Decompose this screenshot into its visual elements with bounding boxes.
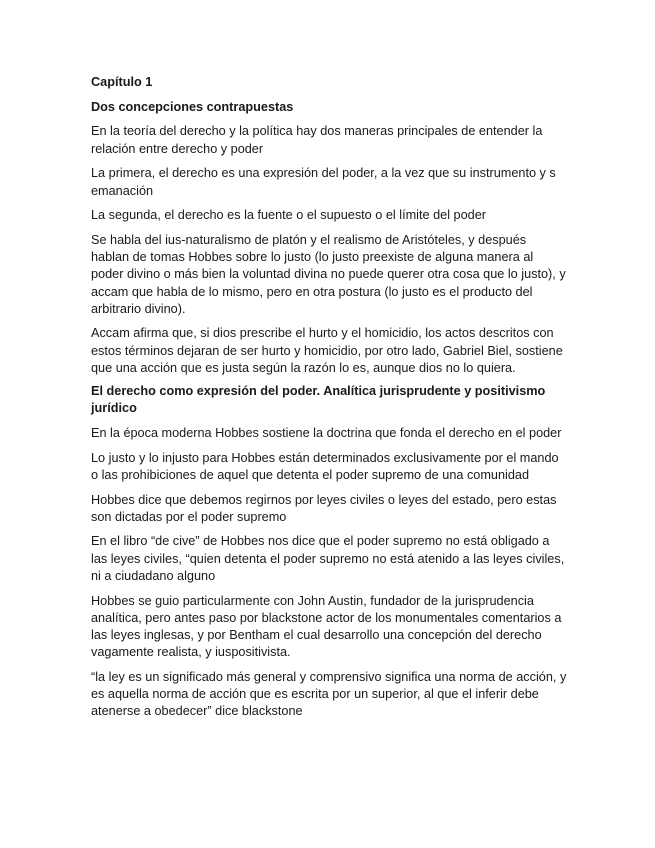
document-body: [91, 74, 567, 728]
paragraph: La segunda, el derecho es la fuente o el supuesto o el límite del poder: [91, 208, 486, 223]
paragraph: En la época moderna Hobbes sostiene la doctrina que fonda el derecho en el poder: [91, 425, 562, 440]
paragraph: Hobbes se guio particularmente con John Austin, fundador de la jurisprudencia analítica, pero antes paso por blackstone actor de los monumentales comentarios a las leyes inglesas, y por Bentham el cual desarrollo una concepción del derecho vagamente realista, y iuspositivista.: [91, 593, 562, 660]
chapter-heading: Capítulo 1: [91, 75, 153, 89]
paragraph: Hobbes dice que debemos regirnos por leyes civiles o leyes del estado, pero estas son dictadas por el poder supremo: [91, 492, 557, 524]
paragraph: En la teoría del derecho y la política hay dos maneras principales de entender la relación entre derecho y poder: [91, 124, 543, 156]
paragraph: En el libro “de cive” de Hobbes nos dice que el poder supremo no está obligado a las leyes civiles, “quien detenta el poder supremo no está atenido a las leyes civiles, ni a ciudadano alguno: [91, 534, 565, 583]
paragraph: Accam afirma que, si dios prescribe el hurto y el homicidio, los actos descritos con estos términos dejaran de ser hurto y homicidio, por otro lado, Gabriel Biel, sostiene que una acción que es justa según la razón lo es, aunque dios no lo quiera.: [91, 326, 563, 375]
subsection-heading: El derecho como expresión del poder. Analítica jurisprudente y positivismo jurídico: [91, 384, 546, 416]
paragraph: Se habla del ius-naturalismo de platón y el realismo de Aristóteles, y después hablan de tomas Hobbes sobre lo justo (lo justo preexiste de alguna manera al poder divino o más bien la voluntad divina no puede querer otra cosa que lo justo), y accam que habla de lo mismo, pero en otra postura (lo justo es el producto del arbitrario divino).: [91, 232, 566, 316]
paragraph: Lo justo y lo injusto para Hobbes están determinados exclusivamente por el mando o las prohibiciones de aquel que detenta el poder supremo de una comunidad: [91, 450, 559, 482]
section-heading: Dos concepciones contrapuestas: [91, 99, 294, 114]
paragraph: “la ley es un significado más general y comprensivo significa una norma de acción, y es aquella norma de acción que es escrita por un superior, al que el inferir debe atenerse a obedecer” dice blackstone: [91, 669, 567, 719]
paragraph: La primera, el derecho es una expresión del poder, a la vez que su instrumento y s emanación: [91, 166, 556, 198]
